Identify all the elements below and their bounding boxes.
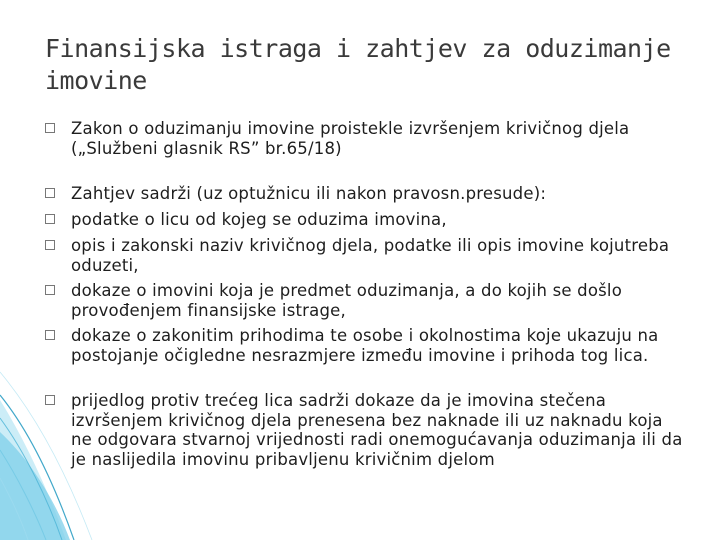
square-bullet-icon [45, 214, 55, 224]
list-item [45, 391, 685, 469]
list-item-text: opis i zakonski naziv krivičnog djela, podatke ili opis imovine kojutreba oduzeti, [71, 236, 670, 275]
list-item-text: Zahtjev sadrži (uz optužnicu ili nakon pravosn.presude): [71, 184, 547, 203]
slide-title: Finansijska istraga i zahtjev za oduzimanje imovine [45, 34, 671, 95]
square-bullet-icon [45, 395, 55, 405]
list-item [45, 184, 685, 204]
square-bullet-icon [45, 285, 55, 295]
list-item-text: dokaze o imovini koja je predmet oduzimanja, a do kojih se došlo provođenjem finansijske istrage, [71, 281, 623, 320]
list-item [45, 281, 685, 320]
square-bullet-icon [45, 188, 55, 198]
square-bullet-icon [45, 330, 55, 340]
square-bullet-icon [45, 240, 55, 250]
list-item [45, 326, 685, 365]
list-item-text: Zakon o oduzimanju imovine proistekle izvršenjem krivičnog djela („Službeni glasnik RS” br.65/18) [71, 119, 630, 158]
list-item-text: podatke o licu od kojeg se oduzima imovina, [71, 210, 447, 229]
list-item-text: prijedlog protiv trećeg lica sadrži dokaze da je imovina stečena izvršenjem krivičnog djela prenesena bez naknade ili uz naknadu koja ne odgovara stvarnoj vrijednosti radi onemogućavanja oduzimanja ili da je naslijedila imovinu pribavljenu krivičnim djelom [71, 391, 683, 469]
list-item [45, 119, 685, 158]
list-item-text: dokaze o zakonitim prihodima te osobe i okolnostima koje ukazuju na postojanje očigledne nesrazmjere između imovine i prihoda tog lica. [71, 326, 659, 365]
list-item [45, 236, 685, 275]
list-item [45, 210, 685, 230]
square-bullet-icon [45, 123, 55, 133]
